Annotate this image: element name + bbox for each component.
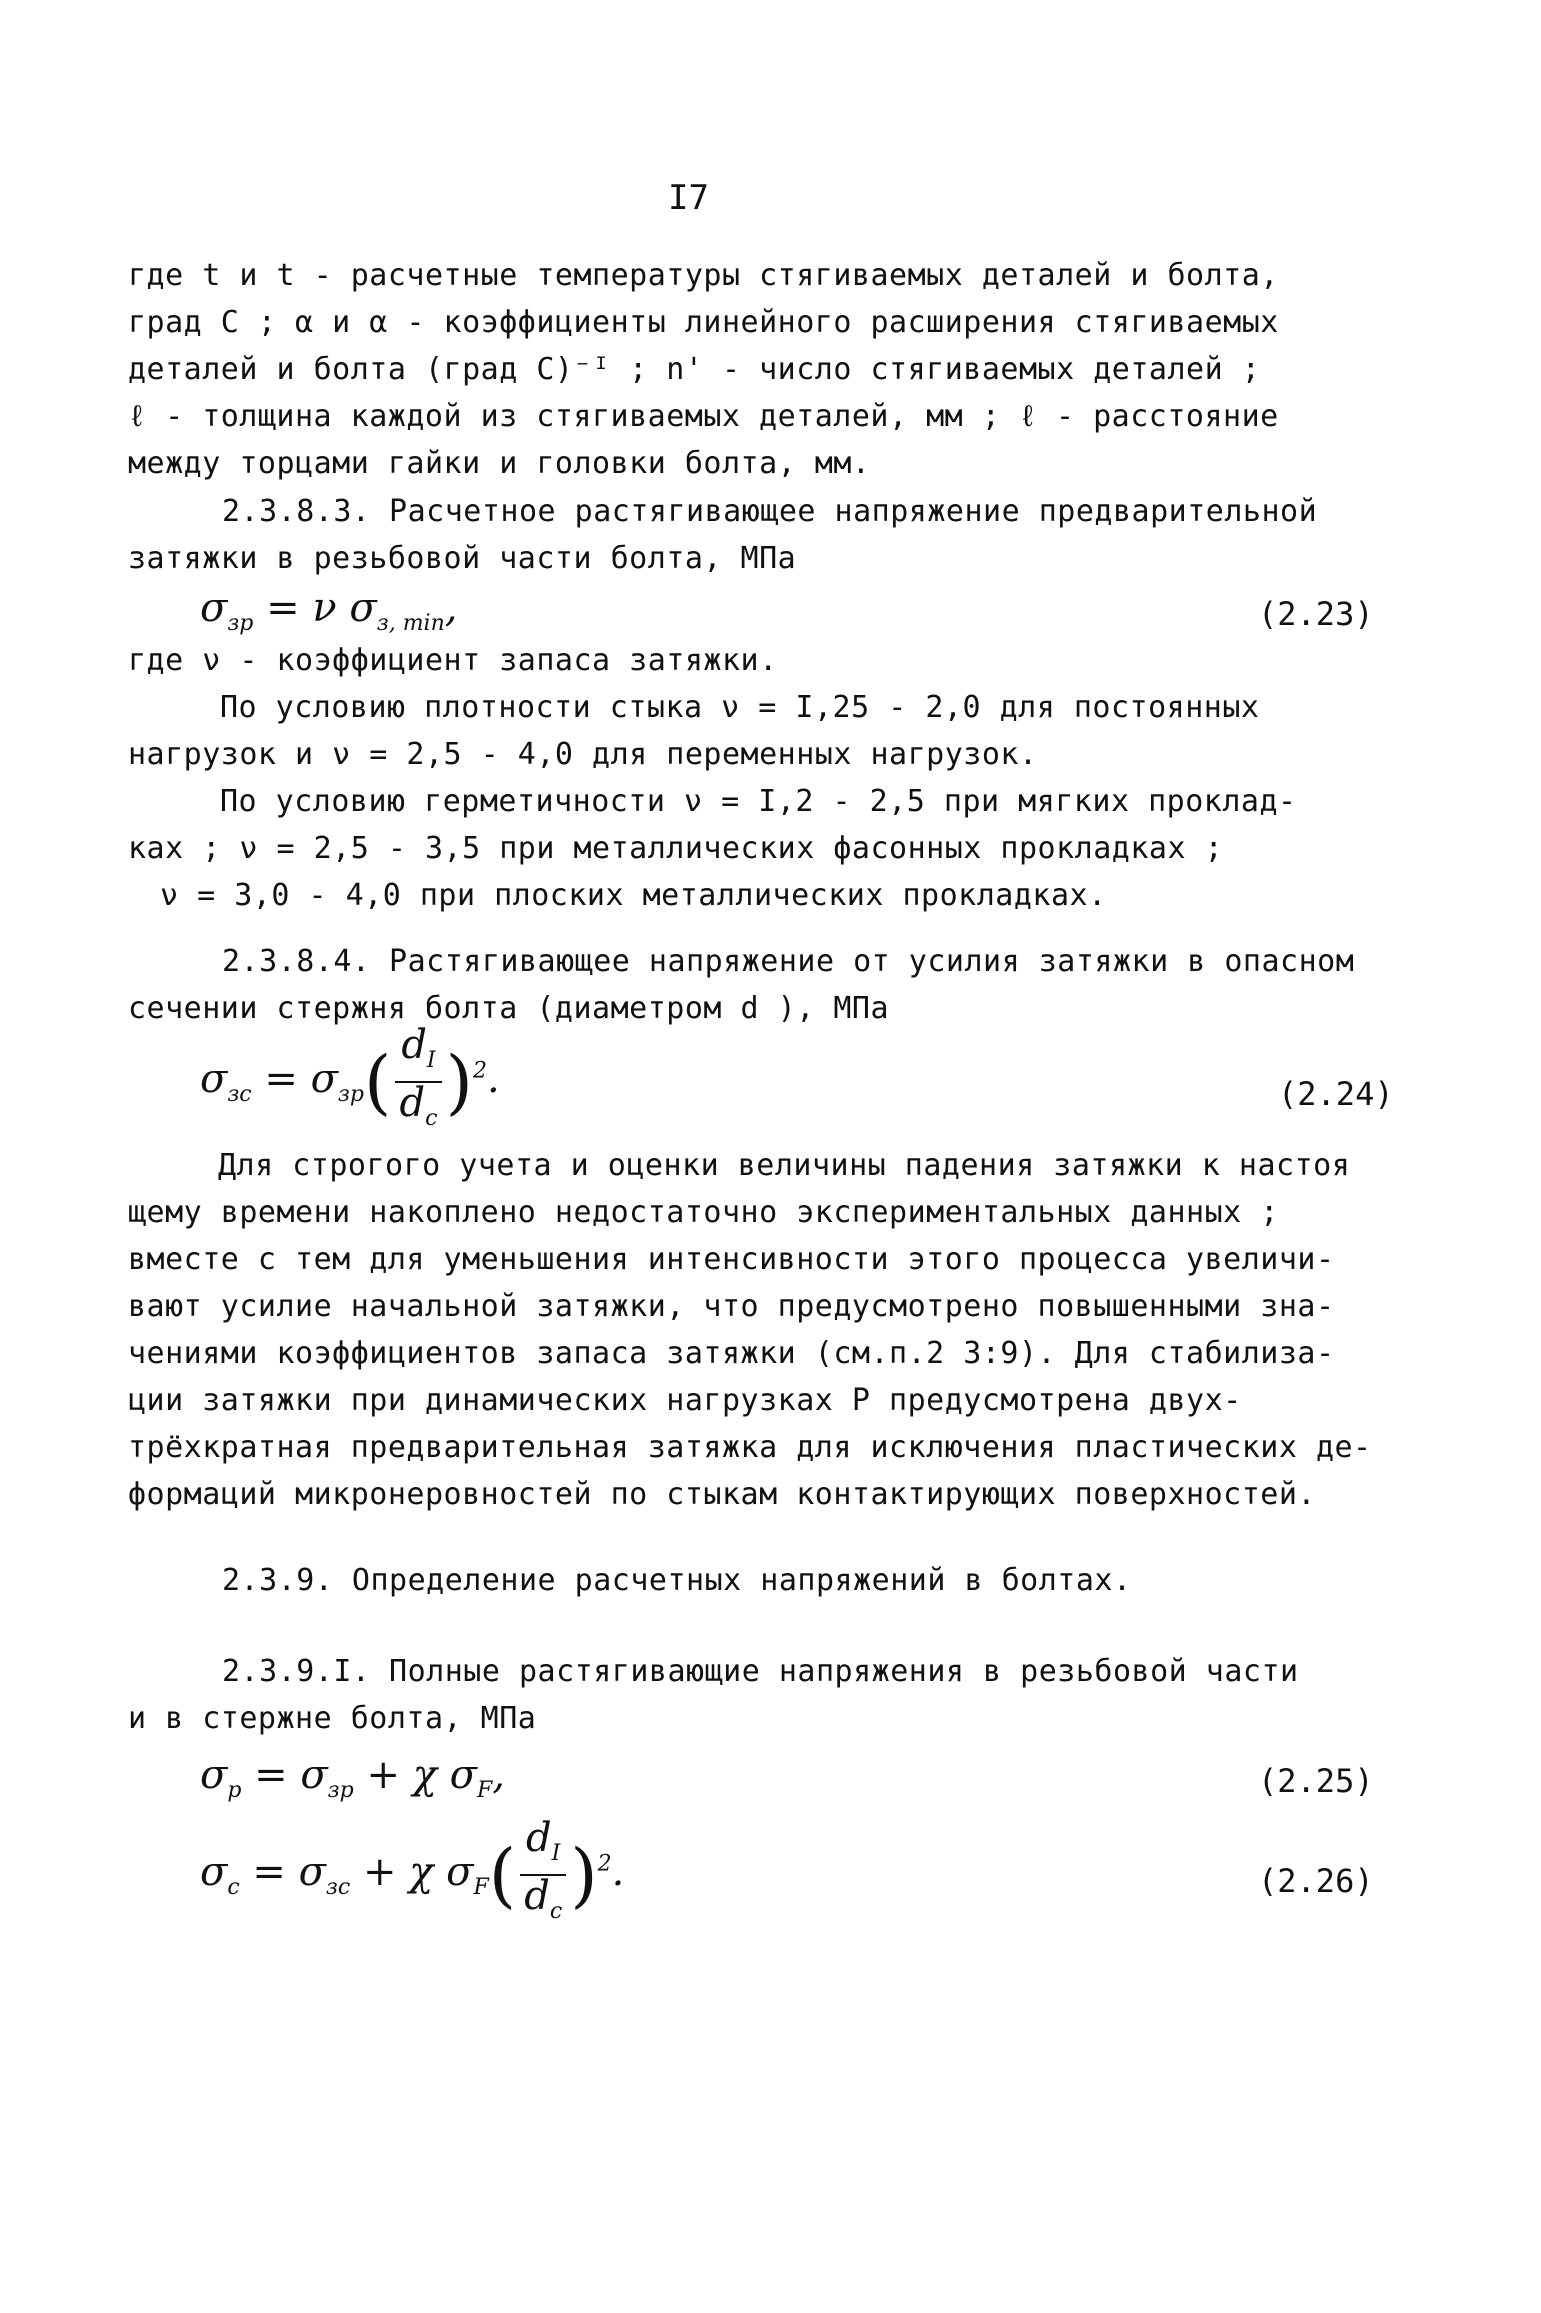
text-line-1: где t и t - расчетные температуры стягиваемых деталей и болта, [128,258,1279,293]
text-line-8: где ν - коэффициент запаса затяжки. [128,643,778,678]
equation-2-24: $\sigma_{зс} = \sigma_{зр}$( $\frac{d_I}{d_c}$ )$^2$. [200,1022,500,1131]
text-line-2: град С ; α и α - коэффициенты линейного расширения стягиваемых [128,305,1279,340]
equation-number-2-26: (2.26) [1258,1862,1374,1900]
text-line-14: 2.3.8.4. Растягивающее напряжение от усилия затяжки в опасном [222,944,1355,979]
equation-2-25: $\sigma_р = \sigma_{зр} + \chi$ $\sigma_F$, [200,1752,505,1803]
equation-number-2-23: (2.23) [1258,595,1374,633]
text-line-15: сечении стержня болта (диаметром d ), МПа [128,991,890,1026]
equation-number-2-25: (2.25) [1258,1762,1374,1800]
text-line-24: 2.3.9.I. Полные растягивающие напряжения в резьбовой части [222,1654,1299,1689]
equation-2-23: $\sigma_{зр} = \nu$ $\sigma_{з, min}$, [200,585,458,636]
text-line-5: между торцами гайки и головки болта, мм. [128,446,871,481]
text-line-17: щему времени накоплено недостаточно экспериментальных данных ; [128,1195,1279,1230]
text-line-16: Для строгого учета и оценки величины падения затяжки к настоя [218,1148,1351,1183]
text-line-7: затяжки в резьбовой части болта, МПа [128,541,797,576]
text-line-21: ции затяжки при динамических нагрузках Р предусмотрена двух- [128,1383,1242,1418]
text-line-19: вают усилие начальной затяжки, что предусмотрено повышенными зна- [128,1289,1335,1324]
text-line-13: ν = 3,0 - 4,0 при плоских металлических прокладках. [160,878,1107,913]
text-line-20: чениями коэффициентов запаса затяжки (см.п.2 3:9). Для стабилиза- [128,1336,1335,1371]
text-line-12: ках ; ν = 2,5 - 3,5 при металлических фасонных прокладках ; [128,831,1224,866]
section-heading-2-3-9: 2.3.9. Определение расчетных напряжений в болтах. [222,1563,1132,1598]
text-line-23: формаций микронеровностей по стыкам контактирующих поверхностей. [128,1477,1316,1512]
text-line-25: и в стержне болта, МПа [128,1701,537,1736]
equation-2-26: $\sigma_с = \sigma_{зс} + \chi$ $\sigma_F$( $\frac{d_I}{d_c}$ )$^2$. [200,1815,625,1924]
text-line-3: деталей и болта (град С)⁻ᴵ ; n' - число стягиваемых деталей ; [128,352,1261,387]
text-line-22: трёхкратная предварительная затяжка для исключения пластических де- [128,1430,1372,1465]
text-line-6: 2.3.8.3. Расчетное растягивающее напряжение предварительной [222,494,1318,529]
page-number: I7 [668,178,709,218]
text-line-18: вместе с тем для уменьшения интенсивности этого процесса увеличи- [128,1242,1335,1277]
text-line-11: По условию герметичности ν = I,2 - 2,5 при мягких проклад- [220,784,1297,819]
text-line-9: По условию плотности стыка ν = I,25 - 2,0 для постоянных [220,690,1260,725]
text-line-10: нагрузок и ν = 2,5 - 4,0 для переменных нагрузок. [128,737,1038,772]
text-line-4: ℓ - толщина каждой из стягиваемых деталей, мм ; ℓ - расстояние [128,399,1279,434]
equation-number-2-24: (2.24) [1278,1075,1394,1113]
